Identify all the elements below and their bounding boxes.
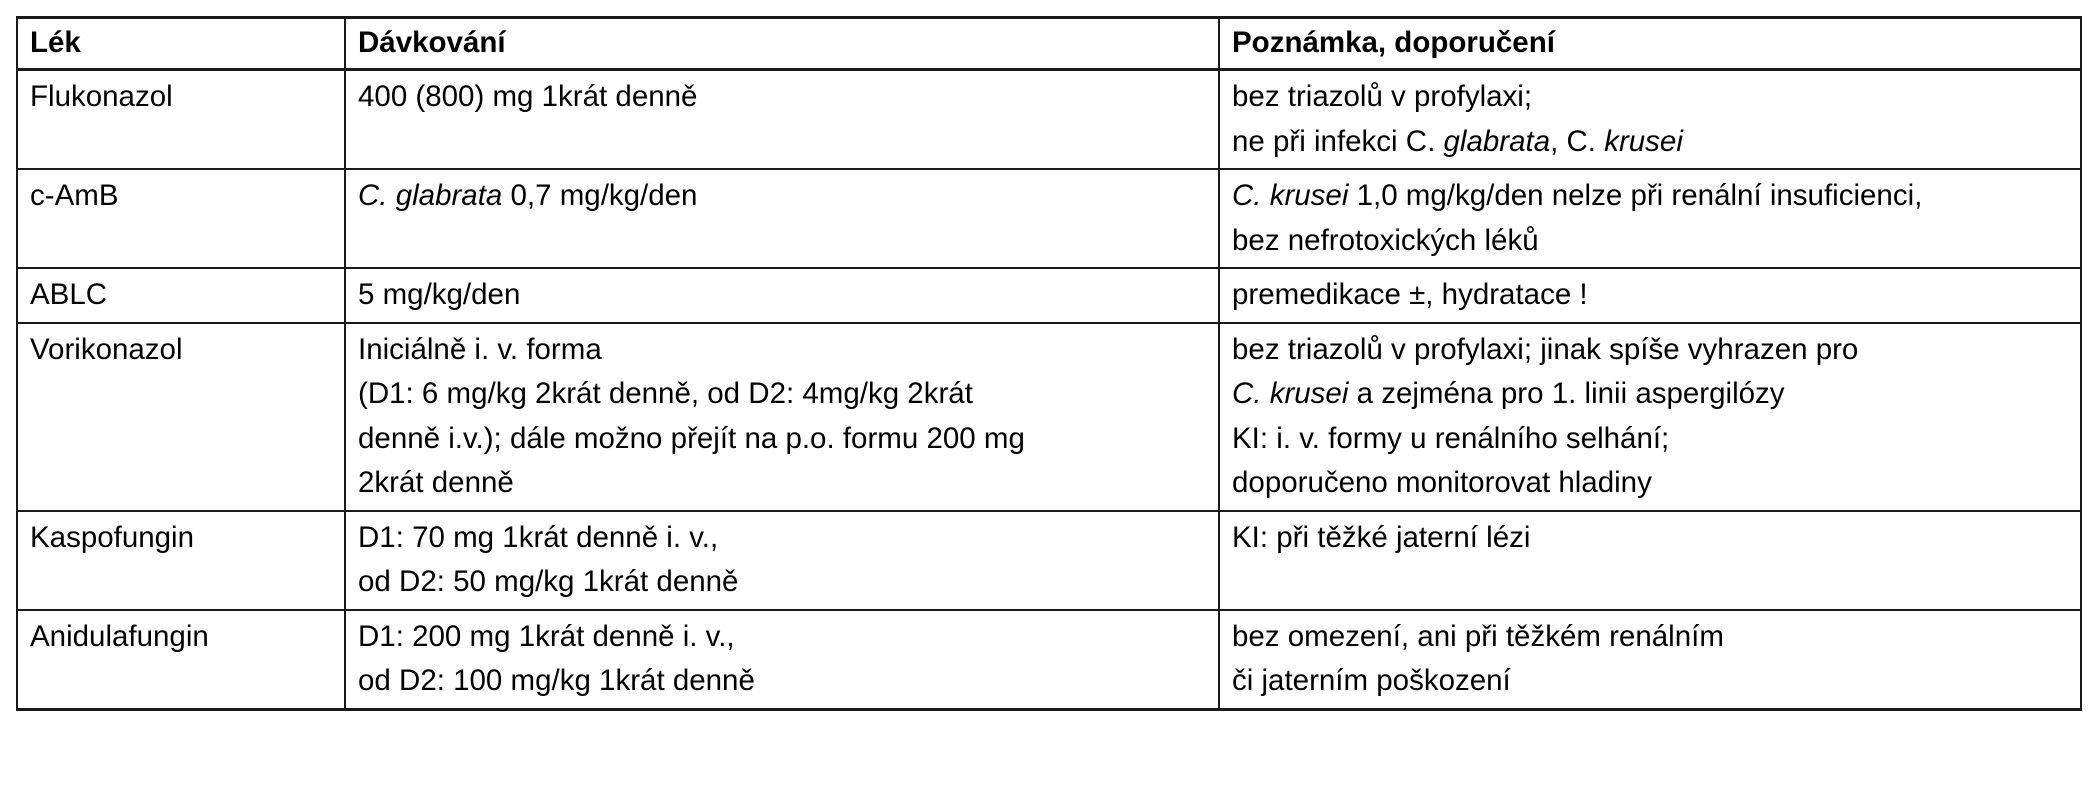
drug-dosage-table <box>16 16 2082 711</box>
table-row <box>17 169 2081 268</box>
drug-cell: Kaspofungin <box>17 511 345 610</box>
dosage-line: 400 (800) mg 1krát denně <box>358 80 698 113</box>
note-line: KI: při těžké jaterní lézi <box>1232 520 1531 554</box>
dosage-cell <box>345 610 1219 710</box>
dosage-line: C. glabrata 0,7 mg/kg/den <box>358 179 698 212</box>
header-drug: Lék <box>17 18 345 70</box>
note-cell <box>1219 70 2081 170</box>
dosage-line: D1: 70 mg 1krát denně i. v., <box>358 520 719 554</box>
dosage-cell <box>345 70 1219 170</box>
drug-cell: Flukonazol <box>17 70 345 170</box>
note-line: bez nefrotoxických léků <box>1232 223 1539 257</box>
note-line: bez omezení, ani při těžkém renálním <box>1232 619 1724 653</box>
note-line: doporučeno monitorovat hladiny <box>1232 466 1652 499</box>
table-row <box>17 511 2081 610</box>
note-cell <box>1219 511 2081 610</box>
table-row <box>17 70 2081 170</box>
dosage-cell <box>345 323 1219 511</box>
header-note: Poznámka, doporučení <box>1219 18 2081 70</box>
note-line: KI: i. v. formy u renálního selhání; <box>1232 421 1670 455</box>
note-line: bez triazolů v profylaxi; <box>1232 80 1533 113</box>
header-dosage: Dávkování <box>345 18 1219 70</box>
drug-cell: c-AmB <box>17 169 345 268</box>
dosage-cell <box>345 511 1219 610</box>
note-cell <box>1219 610 2081 710</box>
table-row <box>17 323 2081 511</box>
dosage-line: (D1: 6 mg/kg 2krát denně, od D2: 4mg/kg 2krát <box>358 377 973 410</box>
note-line: C. krusei a zejména pro 1. linii aspergilózy <box>1232 377 1785 410</box>
note-line: či jaterním poškození <box>1232 664 1511 697</box>
table-row <box>17 610 2081 710</box>
note-cell <box>1219 323 2081 511</box>
dosage-line: od D2: 50 mg/kg 1krát denně <box>358 565 739 598</box>
note-line: ne při infekci C. glabrata, C. krusei <box>1232 124 1683 158</box>
note-line: premedikace ±, hydratace ! <box>1232 278 1588 311</box>
dosage-line: od D2: 100 mg/kg 1krát denně <box>358 664 755 697</box>
dosage-line: denně i.v.); dále možno přejít na p.o. formu 200 mg <box>358 421 1025 455</box>
note-cell <box>1219 169 2081 268</box>
table-header-row <box>17 18 2081 70</box>
table-row <box>17 268 2081 323</box>
dosage-line: 2krát denně <box>358 466 514 499</box>
dosage-line: D1: 200 mg 1krát denně i. v., <box>358 619 735 653</box>
dosage-line: 5 mg/kg/den <box>358 278 521 311</box>
note-line: bez triazolů v profylaxi; jinak spíše vyhrazen pro <box>1232 332 1859 366</box>
dosage-line: Iniciálně i. v. forma <box>358 332 602 366</box>
drug-cell: ABLC <box>17 268 345 323</box>
dosage-cell <box>345 268 1219 323</box>
drug-cell: Vorikonazol <box>17 323 345 511</box>
note-cell <box>1219 268 2081 323</box>
drug-cell: Anidulafungin <box>17 610 345 710</box>
note-line: C. krusei 1,0 mg/kg/den nelze při renální insuficienci, <box>1232 179 1923 212</box>
dosage-cell <box>345 169 1219 268</box>
